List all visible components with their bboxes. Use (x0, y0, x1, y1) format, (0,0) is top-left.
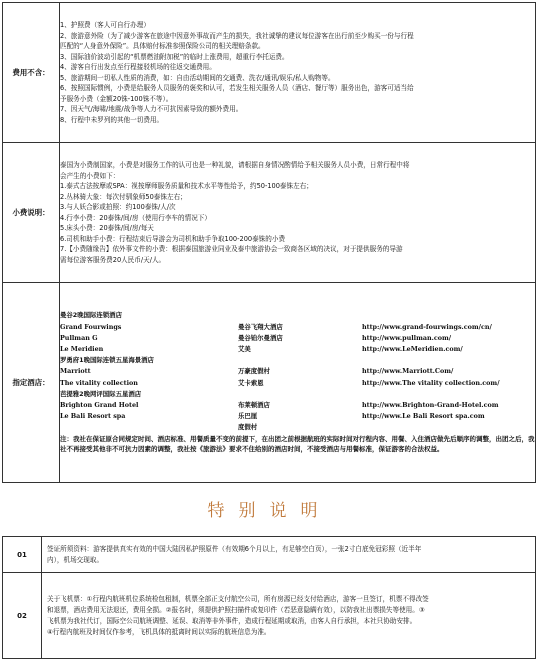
special-note-content (42, 573, 536, 659)
tips-row (3, 143, 536, 283)
tips-line: 3.与人妖合影或拍照：约100泰铢/人/次 (60, 203, 176, 211)
hotel-name-cn: 乐巴厘 度假村 (238, 412, 258, 432)
hotel-name-en: Grand Fourwings (60, 322, 122, 331)
hotel-url: http://www.The vitality collection.com/ (362, 378, 500, 387)
excluded-label: 费用不含： (3, 3, 60, 143)
hotels-content (60, 283, 536, 483)
excluded-content (60, 3, 536, 143)
tips-line: 6.司机和助手小费：行程结束后导游会为司机和助手争取100-200泰铢的小费 (60, 234, 286, 243)
tips-line: 需每位游客服务费20人民币/天/人。 (60, 255, 166, 264)
hotel-name-en: Pullman G (60, 333, 98, 342)
hotel-name-en: Le Meridien (60, 344, 104, 353)
hotel-name-cn: 曼谷铂尔曼酒店 (238, 333, 283, 342)
excluded-line: 4、游客自行出发点至行程接驳机场的往返交通费用。 (60, 63, 216, 71)
special-note-row (3, 573, 536, 659)
special-note-line: 内），机场交现取。 (47, 555, 104, 564)
hotel-name-en: Le Bali Resort spa (60, 412, 126, 421)
tips-content (60, 143, 536, 283)
hotel-name-cn: 布莱顿酒店 (238, 401, 270, 409)
hotel-name-cn: 曼谷飞翔大酒店 (238, 322, 283, 331)
special-note-line: 签证所须资料：游客提供真实有效的中国大陆因私护照原件（有效期6个月以上，有足够空白页），一张2寸白底免冠彩照（近半年 (47, 544, 422, 553)
hotel-note: 注：我社在保证原合同规定时间、酒店标准、用餐质量不变的前提下，在出团之前根据航班的实际时间对行程内容、用餐、入住酒店做先后顺序的调整，出团之后，我社不再接受其他非不可抗力因素的调整，我社按《旅游法》要求不住给别的酒店时间，不接受酒店与用餐标准，保证游客的合法权益。 (60, 434, 535, 454)
tips-line: 泰国为小费制国家，小费是对服务工作的认可也是一种礼貌，请根据自身情况酌情给予相关服务人员小费，日常行程中将 (60, 161, 410, 169)
special-note-line: ④行程内航班及时间仅作参考，飞机具体的抵离时间以实际的航班信息为准。 (47, 627, 271, 636)
excluded-line: 予服务小费（金额20铢-100铢不等）。 (60, 94, 173, 103)
tips-line: 1.泰式古法按摩或SPA：视按摩师服务质量和技术水平等性给予，约50-100泰铢左右； (60, 182, 313, 190)
excluded-line: 8、行程中未罗列的其他一切费用。 (60, 115, 164, 124)
hotel-url: http://www.pullman.com/ (362, 333, 452, 342)
excluded-line: 7、因天气/海啸/地震/战争等人力不可抗因素导致的额外费用。 (60, 105, 243, 113)
special-notes-title: 特别说明 (207, 501, 332, 521)
special-note-number: 02 (3, 573, 42, 659)
hotel-group-title: 曼谷2晚国际连锁酒店 (60, 311, 122, 320)
special-note-row (3, 537, 536, 573)
excluded-line: 2、旅游意外险（为了减少游客在旅途中因意外事故而产生的损失，我社诚挚的建议每位游客在出行前至少购买一份与行程 (60, 31, 414, 40)
hotel-name-cn: 万豪度假村 (238, 367, 270, 376)
hotel-name-en: The vitality collection (60, 378, 138, 387)
excluded-line: 6、按照国际惯例，小费是给服务人员服务的褒奖和认可，若发生相关服务人员（酒店、餐厅等）服务出色，游客可适当给 (60, 84, 414, 92)
special-note-line: 关于飞机票：①行程内航班机位系统检包租制，机票全部正支付航空公司，所有房源已经支付给酒店，游客一旦签订，机票不得改签 (47, 594, 429, 603)
hotel-url: http://www.LeMeridien.com/ (362, 344, 463, 353)
special-note-line: 和退票，酒店费用无法退还，费用全损。②报名时，须提供护照扫描件或复印件（若恶意隐瞒有效），以防我社出票损失等使用。③ (47, 605, 425, 614)
hotel-name-en: Brighton Grand Hotel (60, 401, 139, 409)
excluded-line: 1、护照费（客人可自行办理） (60, 21, 150, 29)
tips-line: 会产生的小费如下： (60, 171, 120, 180)
hotel-url: http://www.Le Bali Resort spa.com (362, 412, 485, 421)
hotel-name-cn: 艾卡索恩 (238, 378, 264, 387)
special-note-content (42, 537, 536, 573)
hotel-group-title: 芭提雅2晚网评国际五星酒店 (60, 389, 142, 398)
special-notes-table (2, 536, 536, 659)
excluded-line: 匹配的“人身意外保险”。具体赔付标准参照保险公司的相关理赔条款。 (60, 42, 265, 50)
hotels-label: 指定酒店： (3, 283, 60, 483)
itinerary-info-table (2, 2, 536, 483)
excluded-line: 5、旅游期间一切私人性质的消费，如：自由活动期间的交通费、洗衣/通讯/娱乐/私人购物等。 (60, 73, 335, 82)
hotel-url: http://www.grand-fourwings.com/cn/ (362, 322, 492, 331)
excluded-row (3, 3, 536, 143)
tips-line: 5.床头小费：20泰铢/间/房/每天 (60, 224, 154, 232)
special-note-line: 飞机票为我社代订，国际空公司航班调整、延误、取消等非外事件，造成行程延期或取消，由客人自行承担，本社只协助安排。 (47, 616, 417, 625)
tips-label: 小费说明： (3, 143, 60, 283)
tips-line: 7.【小费随缘告】依外事文件的小费：根据泰国旅游业同业及泰中旅游协会一致商各区域的决议，对于提供服务的导游 (60, 245, 403, 253)
hotel-group-title: 罗勇府1晚国际连锁五星海景酒店 (60, 356, 154, 365)
excluded-line: 3、国际油价波动引起的“机票燃油附加税”的临时上涨费用，超重行李托运费。 (60, 52, 289, 61)
hotel-url: http://www.Brighton-Grand-Hotel.com (362, 401, 499, 409)
hotel-name-en: Marriott (60, 367, 91, 376)
hotel-name-cn: 艾美 (238, 344, 251, 353)
hotel-url: http://www.Marriott.Com/ (362, 367, 454, 376)
tips-line: 2.丛林骑大象：每次付驯象师50泰铢左右； (60, 192, 187, 201)
hotels-row (3, 283, 536, 483)
tips-line: 4.行李小费：20泰铢/间/房（使用行李车的情况下） (60, 213, 211, 222)
special-note-number: 01 (3, 537, 42, 573)
hotel-list (60, 310, 535, 433)
